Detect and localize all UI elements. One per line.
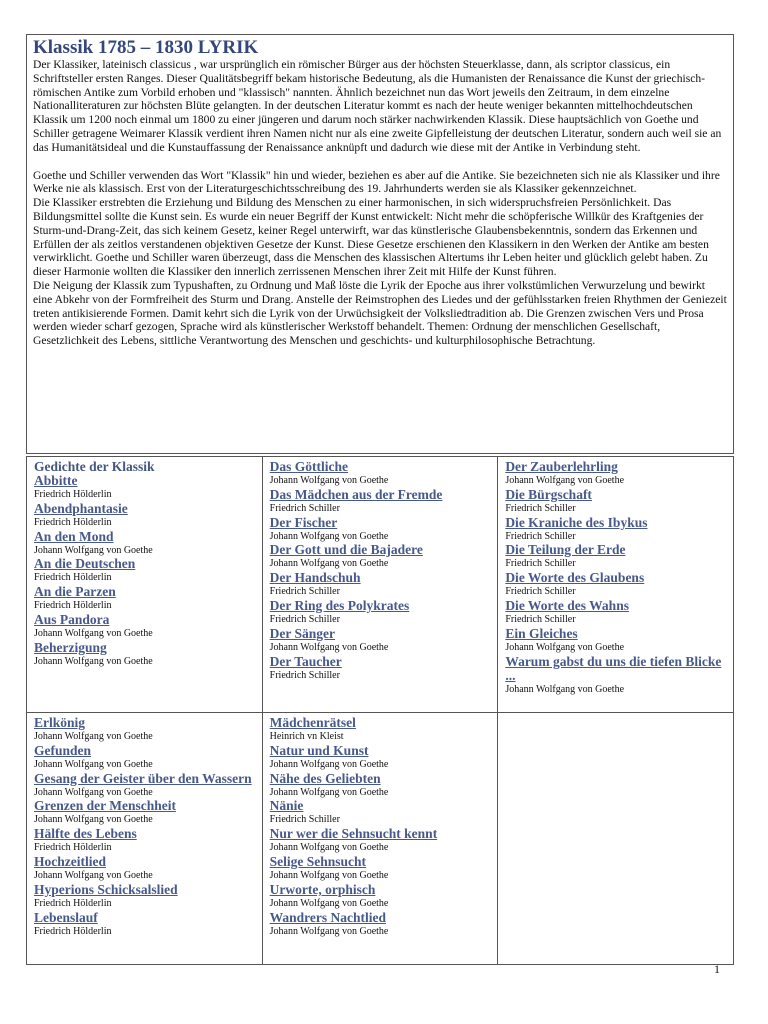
poem-title-link[interactable]: Natur und Kunst [269, 742, 369, 758]
poem-title-link[interactable]: Erlkönig [34, 715, 86, 730]
poem-author: Johann Wolfgang von Goethe [34, 627, 153, 639]
poem-author: Johann Wolfgang von Goethe [269, 869, 389, 881]
poem-title-link[interactable]: Gefunden [34, 742, 92, 758]
poem-title-link[interactable]: Gesang der Geister über den Wassern [34, 770, 252, 786]
poem-title-link[interactable]: Wandrers Nachtlied [269, 909, 387, 925]
poem-author: Johann Wolfgang von Goethe [34, 731, 153, 742]
table-row [27, 457, 734, 713]
table-heading: Gedichte der Klassik [34, 459, 155, 474]
poem-author: Friedrich Hölderlin [34, 516, 112, 528]
poem-author: Friedrich Schiller [269, 613, 340, 625]
poem-title-link[interactable]: Der Sänger [269, 625, 336, 641]
poem-title-link[interactable]: Abendphantasie [34, 500, 128, 516]
poem-author: Friedrich Schiller [269, 502, 340, 514]
poem-title-link[interactable]: Die Bürgschaft [505, 486, 592, 502]
poem-cell [498, 457, 734, 713]
poem-title-link[interactable]: An die Parzen [34, 584, 116, 600]
poem-title-link[interactable]: Das Göttliche [269, 459, 349, 474]
poem-title-link[interactable]: Nähe des Geliebten [269, 770, 381, 786]
poem-author: Johann Wolfgang von Goethe [505, 641, 625, 653]
intro-paragraph-2: Goethe und Schiller verwenden das Wort "Klassik" hin und wieder, beziehen es aber auf die Antike. Sie bezeichneten sich nie als Klassiker und ihre Werke nie als klassisch. Erst von der Literaturgeschichtsschreibung des 19. Jahrhunderts werden sie als Klassiker gekennzeichnet. [33, 168, 720, 196]
poem-author: Heinrich vn Kleist [269, 731, 344, 742]
intro-paragraph-4: Die Neigung der Klassik zum Typushaften, zu Ordnung und Maß löste die Lyrik der Epoche aus ihrer volkstümlichen Verwurzelung und bewirkt eine Abkehr von der Formfreiheit des Sturm und Drang. Anstelle der Reimstrophen des Liedes und der gefühlsstarken freien Rhythmen der Geniezeit treten antikisierende Formen. Damit kehrt sich die Lyrik von der Urwüchsigkeit der Volksliedtradition ab. Die Grenzen zwischen Vers und Prosa werden wieder scharf gezogen, Sprache wird als künstlerischer Werkstoff behandelt. Themen: Ordnung der menschlichen Gesellschaft, Gesetzlichkeit des Lebens, sittliche Verantwortung des Menschen und geschichts- und kulturphilosophische Betrachtung. [33, 278, 727, 348]
table-row [27, 713, 734, 965]
poem-title-link[interactable]: Ein Gleiches [505, 625, 578, 641]
poems-table [26, 456, 734, 965]
poem-cell [262, 457, 498, 713]
poem-title-link[interactable]: Hälfte des Lebens [34, 826, 137, 842]
poem-title-link[interactable]: Die Kraniche des Ibykus [505, 514, 648, 530]
poem-cell [27, 457, 263, 713]
poem-author: Friedrich Hölderlin [34, 489, 112, 500]
poem-author: Friedrich Schiller [269, 669, 340, 681]
poem-cell [498, 713, 734, 965]
poem-author: Johann Wolfgang von Goethe [34, 786, 153, 798]
poem-author: Friedrich Schiller [269, 586, 340, 598]
poem-author: Johann Wolfgang von Goethe [34, 869, 153, 881]
poem-title-link[interactable]: Lebenslauf [34, 909, 98, 925]
intro-paragraph-3: Die Klassiker erstrebten die Erziehung und Bildung des Menschen zu einer harmonischen, in sich widerspruchsfreien Persönlichkeit. Das Bildungsmittel sollte die Kunst sein. Es wurde ein neuer Begriff der Kunst entwickelt: Nicht mehr die schöpferische Willkür des Kraftgenies der Sturm-und-Drang-Zeit, das sich keinem Gesetz, keiner Regel unterwirft, war das künstlerische Glaubensbekenntnis, sondern das Erkennen und Erfüllen der als zeitlos verstandenen objektiven Gesetze der Kunst. Diese Gesetze erschienen den Klassikern in den Werken der Antike am besten verwirklicht. Goethe und Schiller waren überzeugt, dass die Menschen des klassischen Altertums ihr Leben heiter und glücklich gelebt haben. Zu dieser Harmonie wollten die Klassiker den innerlich zerrissenen Menschen ihrer Zeit mit Hilfe der Kunst führen. [33, 196, 709, 279]
poem-title-link[interactable]: Hochzeitlied [34, 853, 106, 869]
poem-title-link[interactable]: Urworte, orphisch [269, 881, 376, 897]
poem-author: Johann Wolfgang von Goethe [269, 641, 389, 653]
poem-title-link[interactable]: Der Zauberlehrling [505, 459, 618, 474]
poem-title-link[interactable]: Nur wer die Sehnsucht kennt [269, 826, 438, 842]
poem-title-link[interactable]: Das Mädchen aus der Fremde [269, 486, 443, 502]
poem-author: Friedrich Schiller [505, 586, 576, 598]
poem-author: Friedrich Hölderlin [34, 842, 112, 854]
poem-cell [262, 713, 498, 965]
poem-title-link[interactable]: Der Ring des Polykrates [269, 597, 410, 613]
poem-author: Johann Wolfgang von Goethe [34, 758, 153, 770]
poem-title-link[interactable]: Der Handschuh [269, 570, 361, 586]
poem-author: Friedrich Hölderlin [34, 600, 112, 612]
poem-title-link[interactable]: Warum gabst du uns die tiefen Blicke ... [505, 653, 722, 683]
poem-author: Johann Wolfgang von Goethe [34, 655, 153, 667]
poem-author: Johann Wolfgang von Goethe [269, 758, 389, 770]
poem-title-link[interactable]: Die Worte des Wahns [505, 597, 629, 613]
poem-title-link[interactable]: An die Deutschen [34, 556, 136, 572]
poem-title-link[interactable]: Der Gott und die Bajadere [269, 542, 423, 558]
poem-author: Johann Wolfgang von Goethe [269, 530, 389, 542]
poem-author: Friedrich Schiller [269, 814, 340, 826]
poem-title-link[interactable]: Selige Sehnsucht [269, 853, 367, 869]
poem-title-link[interactable]: Hyperions Schicksalslied [34, 881, 178, 897]
poem-title-link[interactable]: An den Mond [34, 528, 114, 544]
poem-author: Johann Wolfgang von Goethe [505, 683, 625, 695]
poem-title-link[interactable]: Die Teilung der Erde [505, 542, 626, 558]
poem-author: Johann Wolfgang von Goethe [269, 897, 389, 909]
poem-author: Johann Wolfgang von Goethe [269, 558, 389, 570]
poem-title-link[interactable]: Abbitte [34, 473, 78, 488]
poem-author: Friedrich Schiller [505, 558, 576, 570]
poem-title-link[interactable]: Der Taucher [269, 653, 342, 669]
poem-author: Johann Wolfgang von Goethe [269, 925, 389, 937]
poem-title-link[interactable]: Nänie [269, 798, 304, 814]
poem-title-link[interactable]: Mädchenrätsel [269, 715, 356, 730]
poem-author: Friedrich Hölderlin [34, 897, 112, 909]
poem-author: Friedrich Hölderlin [34, 572, 112, 584]
poem-author: Friedrich Schiller [505, 613, 576, 625]
poem-title-link[interactable]: Grenzen der Menschheit [34, 798, 176, 814]
page-number: 1 [714, 962, 720, 976]
intro-box [26, 34, 734, 454]
poem-author: Friedrich Hölderlin [34, 925, 112, 937]
poem-title-link[interactable]: Die Worte des Glaubens [505, 570, 645, 586]
poem-author: Friedrich Schiller [505, 530, 576, 542]
poem-author: Johann Wolfgang von Goethe [34, 814, 153, 826]
poem-title-link[interactable]: Der Fischer [269, 514, 338, 530]
poem-author: Johann Wolfgang von Goethe [505, 475, 625, 486]
intro-paragraph-1: Der Klassiker, lateinisch classicus , war ursprünglich ein römischer Bürger aus der höchsten Steuerklasse, dann, als scriptor classicus, ein Schriftsteller ersten Ranges. Dieser Qualitätsbegriff bekam historische Bedeutung, als die Humanisten der Renaissance die Kunst der griechisch-römischen Antike zum Vorbild erhoben und "klassisch" nannten. Ähnlich bezeichnet nun das Wort jeweils den Zeitraum, in dem einzelne Nationalliteraturen zur höchsten Blüte gelangten. In der deutschen Literatur kommt es nach der heute weniger bekannten mittelhochdeutschen Klassik um 1200 noch einmal um 1800 zu einer jüngeren und darum noch stärker nachwirkenden Klassik. Diese hauptsächlich von Goethe und Schiller getragene Weimarer Klassik verdient ihren Namen nicht nur als eine zweite Gipfelleistung der deutschen Literatur, sondern auch weil sie an das Humanitätsideal und die Kunstauffassung der Renaissance anknüpft und dadurch wie diese mit der Antike in Verbindung steht. [33, 58, 722, 154]
poem-author: Johann Wolfgang von Goethe [269, 842, 389, 854]
poem-author: Johann Wolfgang von Goethe [34, 544, 153, 556]
page-title: Klassik 1785 – 1830 LYRIK [33, 37, 259, 58]
poem-author: Johann Wolfgang von Goethe [269, 475, 389, 486]
poem-author: Friedrich Schiller [505, 502, 576, 514]
poem-cell [27, 713, 263, 965]
poem-author: Johann Wolfgang von Goethe [269, 786, 389, 798]
poem-title-link[interactable]: Beherzigung [34, 639, 107, 655]
paragraph-spacer [33, 155, 727, 169]
poem-title-link[interactable]: Aus Pandora [34, 611, 110, 627]
